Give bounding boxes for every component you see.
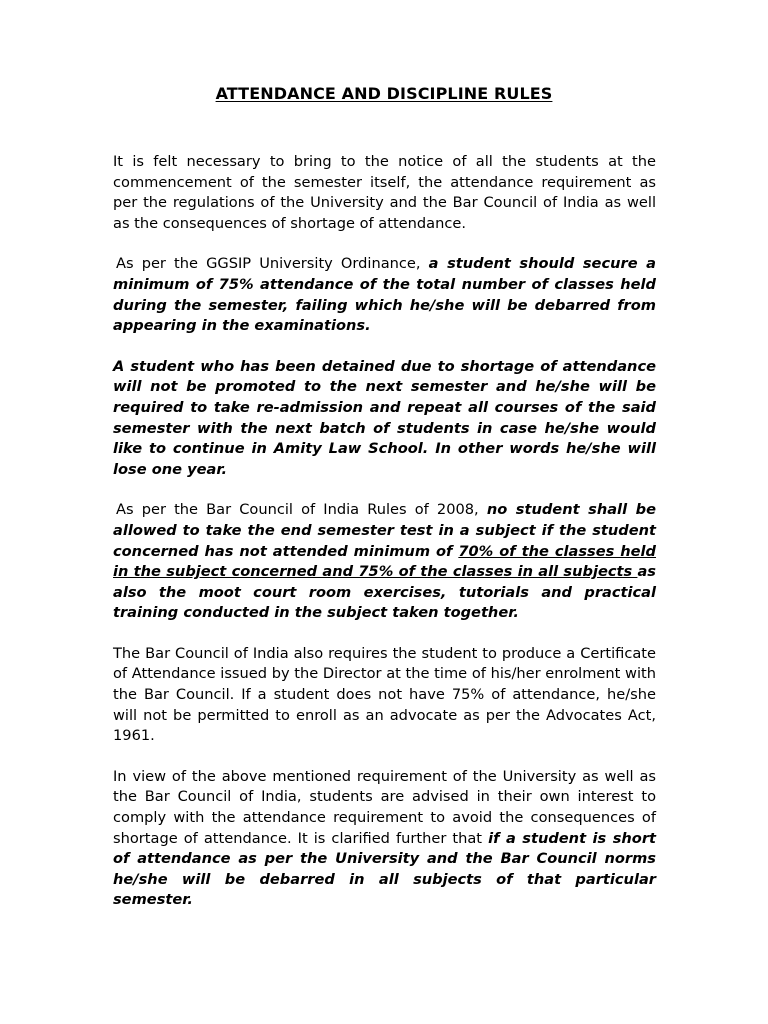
certificate-text: The Bar Council of India also requires the student to produce a Certificate of Attendance issued by the Director at the time of his/her enrolment with the Bar Council. If a student does not have 75% of attendance, he/she will not be permitted to enroll as an advocate as per the Advocates Act, 1961. — [113, 644, 656, 745]
advice-emphasis-text: if a student is short of attendance as per the University and the Bar Council norms he/she will be debarred in all subjects of that particular semester — [113, 829, 657, 909]
ordinance-lead-text: As per the GGSIP University Ordinance, — [116, 255, 429, 273]
detention-tail-text: . — [221, 460, 228, 478]
bci-rules-emphasis-text-2: as also the moot court room exercises, tutorials and practical training conducted in the subject taken together — [113, 563, 656, 622]
paragraph-certificate — [113, 644, 656, 747]
bci-rules-tail-text: . — [513, 604, 519, 622]
detention-emphasis-text: A student who has been detained due to shortage of attendance will not be promoted to the next semester and he/she will be required to take re-admission and repeat all courses of the said semester with the next batch of students in case he/she would like to continue in Amity Law School. In other words he/she will lose one year — [113, 357, 656, 478]
bci-rules-lead-text: As per the Bar Council of India Rules of 2008, — [116, 501, 487, 519]
paragraph-university-ordinance — [113, 254, 656, 336]
bci-rules-emphasis-text: no student shall be allowed to take the end semester test in a subject if the student concerned has not attended minimum of — [113, 501, 656, 560]
advice-lead-text: In view of the above mentioned requirement of the University as well as the Bar Council of India, students are advised in their own interest to comply with the attendance requirement to avoid the consequences of shortage of attendance. It is clarified further that — [113, 767, 656, 847]
paragraph-advice — [113, 767, 656, 911]
document-body — [113, 152, 656, 931]
paragraph-bar-council-rules — [113, 500, 656, 624]
paragraph-intro-text: It is felt necessary to bring to the notice of all the students at the commencement of the semester itself, the attendance requirement as per the regulations of the University and the Bar Council of India as well as the consequences of shortage of attendance. — [113, 153, 656, 232]
ordinance-emphasis-text: a student should secure a minimum of 75% attendance of the total number of classes held during the semester, failing which he/she will be debarred from appearing in the examinations — [113, 255, 656, 335]
advice-tail-text: . — [187, 891, 193, 909]
ordinance-tail-text: . — [365, 317, 371, 335]
paragraph-intro — [113, 152, 656, 234]
page-title: ATTENDANCE AND DISCIPLINE RULES — [215, 84, 553, 103]
bci-rules-underlined-text: 70% of the classes held in the subject concerned and 75% of the classes in all subjects — [113, 542, 656, 581]
paragraph-detention — [113, 357, 656, 481]
